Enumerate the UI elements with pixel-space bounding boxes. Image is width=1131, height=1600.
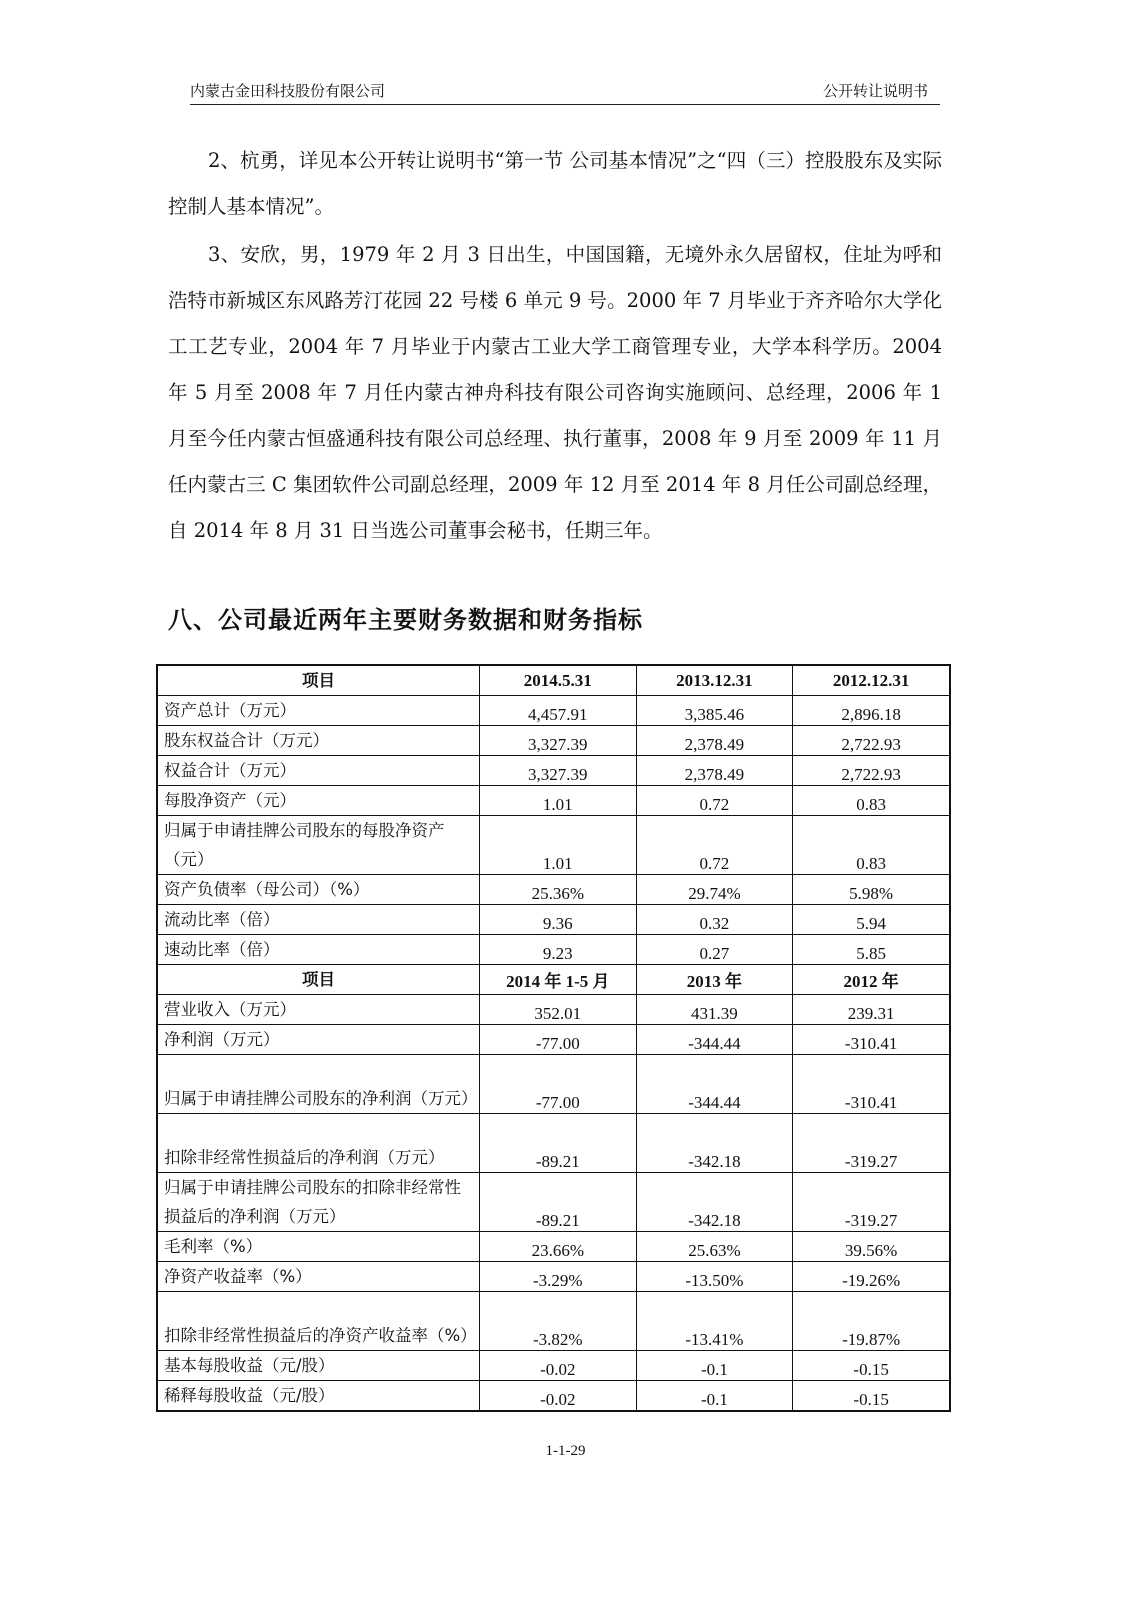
table-row: [157, 1262, 950, 1292]
value-cell: 5.94: [793, 905, 950, 935]
value-cell: 29.74%: [636, 875, 793, 905]
value-cell: -344.44: [636, 1025, 793, 1055]
row-label: 归属于申请挂牌公司股东的净利润（万元）: [157, 1055, 480, 1114]
value-cell: 0.72: [636, 786, 793, 816]
table-row: [157, 1025, 950, 1055]
table-row: [157, 875, 950, 905]
table-row: [157, 726, 950, 756]
value-cell: 2,722.93: [793, 756, 950, 786]
row-label: 净利润（万元）: [157, 1025, 480, 1055]
value-cell: 1.01: [480, 816, 637, 875]
value-cell: -0.15: [793, 1381, 950, 1412]
row-label: 扣除非经常性损益后的净资产收益率（%）: [157, 1292, 480, 1351]
table-row: [157, 1381, 950, 1412]
value-cell: -310.41: [793, 1025, 950, 1055]
value-cell: -3.82%: [480, 1292, 637, 1351]
header-cell: 2014.5.31: [480, 665, 637, 696]
table-header-row: [157, 965, 950, 995]
value-cell: 1.01: [480, 786, 637, 816]
row-label: 资产负债率（母公司）（%）: [157, 875, 480, 905]
row-label: 归属于申请挂牌公司股东的扣除非经常性损益后的净利润（万元）: [157, 1173, 480, 1232]
value-cell: -0.02: [480, 1351, 637, 1381]
value-cell: -310.41: [793, 1055, 950, 1114]
header-company-name: 内蒙古金田科技股份有限公司: [190, 82, 386, 100]
value-cell: 4,457.91: [480, 696, 637, 726]
value-cell: 9.36: [480, 905, 637, 935]
row-label: 基本每股收益（元/股）: [157, 1351, 480, 1381]
table-row: [157, 1351, 950, 1381]
value-cell: -0.02: [480, 1381, 637, 1412]
value-cell: 25.36%: [480, 875, 637, 905]
table-row: [157, 816, 950, 875]
value-cell: -77.00: [480, 1055, 637, 1114]
value-cell: -344.44: [636, 1055, 793, 1114]
row-label: 权益合计（万元）: [157, 756, 480, 786]
table-row: [157, 786, 950, 816]
table-row: [157, 696, 950, 726]
row-label: 稀释每股收益（元/股）: [157, 1381, 480, 1412]
value-cell: -0.15: [793, 1351, 950, 1381]
value-cell: -77.00: [480, 1025, 637, 1055]
row-label: 速动比率（倍）: [157, 935, 480, 965]
table-row: [157, 1292, 950, 1351]
page-header: [190, 78, 940, 105]
table-row: [157, 1173, 950, 1232]
value-cell: -19.26%: [793, 1262, 950, 1292]
row-label: 毛利率（%）: [157, 1232, 480, 1262]
value-cell: 0.72: [636, 816, 793, 875]
header-cell: 项目: [157, 665, 480, 696]
value-cell: -0.1: [636, 1351, 793, 1381]
table-row: [157, 756, 950, 786]
table-row: [157, 935, 950, 965]
value-cell: 3,327.39: [480, 756, 637, 786]
row-label: 股东权益合计（万元）: [157, 726, 480, 756]
header-cell: 2012.12.31: [793, 665, 950, 696]
value-cell: 239.31: [793, 995, 950, 1025]
header-cell: 2013 年: [636, 965, 793, 995]
value-cell: 0.32: [636, 905, 793, 935]
value-cell: -319.27: [793, 1114, 950, 1173]
paragraph-1: 2、杭勇，详见本公开转让说明书“第一节 公司基本情况”之“四（三）控股股东及实际控制人基本情况”。: [168, 149, 942, 218]
value-cell: 0.83: [793, 816, 950, 875]
row-label: 归属于申请挂牌公司股东的每股净资产（元）: [157, 816, 480, 875]
row-label: 每股净资产（元）: [157, 786, 480, 816]
table-row: [157, 1232, 950, 1262]
value-cell: 0.27: [636, 935, 793, 965]
financial-data-table: [156, 664, 951, 1412]
header-cell: 2013.12.31: [636, 665, 793, 696]
value-cell: 5.85: [793, 935, 950, 965]
value-cell: 25.63%: [636, 1232, 793, 1262]
value-cell: -13.41%: [636, 1292, 793, 1351]
value-cell: 3,327.39: [480, 726, 637, 756]
value-cell: -319.27: [793, 1173, 950, 1232]
value-cell: -342.18: [636, 1114, 793, 1173]
section-title: 八、公司最近两年主要财务数据和财务指标: [168, 606, 643, 634]
value-cell: 431.39: [636, 995, 793, 1025]
value-cell: 2,722.93: [793, 726, 950, 756]
value-cell: -89.21: [480, 1173, 637, 1232]
table-row: [157, 995, 950, 1025]
table-row: [157, 905, 950, 935]
value-cell: -342.18: [636, 1173, 793, 1232]
value-cell: 5.98%: [793, 875, 950, 905]
value-cell: -0.1: [636, 1381, 793, 1412]
row-label: 流动比率（倍）: [157, 905, 480, 935]
row-label: 扣除非经常性损益后的净利润（万元）: [157, 1114, 480, 1173]
value-cell: 23.66%: [480, 1232, 637, 1262]
value-cell: 2,378.49: [636, 756, 793, 786]
page-number: 1-1-29: [545, 1443, 586, 1459]
value-cell: 9.23: [480, 935, 637, 965]
value-cell: 3,385.46: [636, 696, 793, 726]
value-cell: -3.29%: [480, 1262, 637, 1292]
row-label: 营业收入（万元）: [157, 995, 480, 1025]
row-label: 净资产收益率（%）: [157, 1262, 480, 1292]
value-cell: 2,378.49: [636, 726, 793, 756]
body-text: [168, 138, 942, 556]
table-header-row: [157, 665, 950, 696]
value-cell: 39.56%: [793, 1232, 950, 1262]
table-row: [157, 1114, 950, 1173]
header-document-title: 公开转让说明书: [822, 82, 928, 100]
value-cell: -19.87%: [793, 1292, 950, 1351]
row-label: 资产总计（万元）: [157, 696, 480, 726]
paragraph-2: 3、安欣，男，1979 年 2 月 3 日出生，中国国籍，无境外永久居留权，住址为呼和浩特市新城区东风路芳汀花园 22 号楼 6 单元 9 号。2000 年 7 月毕业于齐齐哈尔大学化工工艺专业，2004 年 7 月毕业于内蒙古工业大学工商管理专业，大学本科学历。2004 年 5 月至 2008 年 7 月任内蒙古神舟科技有限公司咨询实施顾问、总经理，2006 年 1 月至今任内蒙古恒盛通科技有限公司总经理、执行董事，2008 年 9 月至 2009 年 11 月任内蒙古三 C 集团软件公司副总经理，2009 年 12 月至 2014 年 8 月任公司副总经理，自 2014 年 8 月 31 日当选公司董事会秘书，任期三年。: [168, 243, 942, 542]
header-cell: 2014 年 1-5 月: [480, 965, 637, 995]
table-row: [157, 1055, 950, 1114]
value-cell: -89.21: [480, 1114, 637, 1173]
value-cell: 0.83: [793, 786, 950, 816]
header-cell: 2012 年: [793, 965, 950, 995]
header-cell: 项目: [157, 965, 480, 995]
value-cell: -13.50%: [636, 1262, 793, 1292]
value-cell: 2,896.18: [793, 696, 950, 726]
value-cell: 352.01: [480, 995, 637, 1025]
